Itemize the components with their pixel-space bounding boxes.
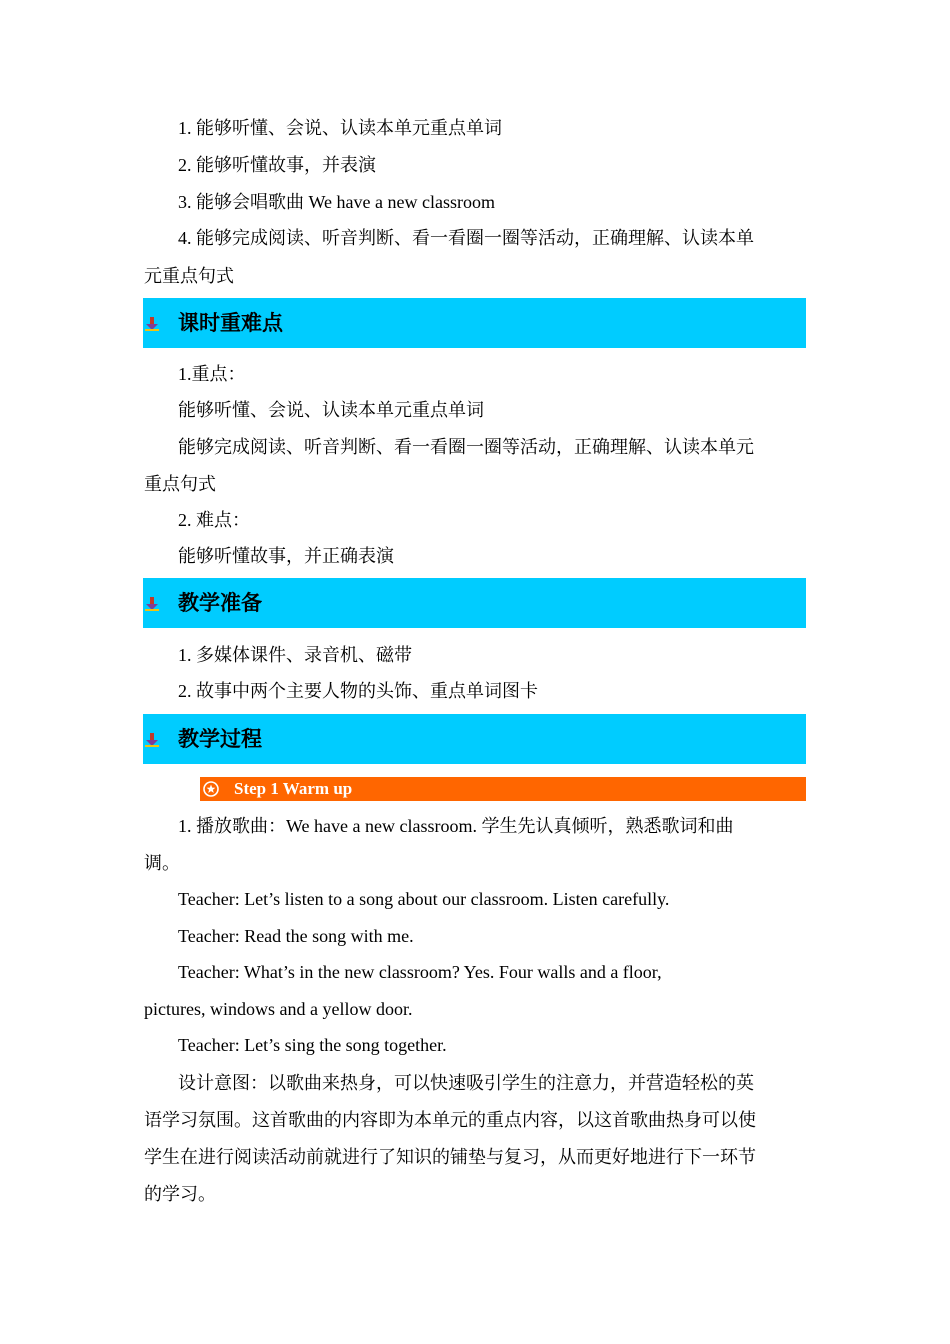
download-arrow-icon xyxy=(145,733,159,747)
objective-4: 4. 能够完成阅读、听音判断、看一看圈一圈等活动，正确理解、认读本单 xyxy=(178,228,754,248)
download-arrow-icon xyxy=(145,317,159,331)
section-title: 课时重难点 xyxy=(178,311,283,335)
objective-4-cont: 元重点句式 xyxy=(144,266,234,286)
process-line-5: Teacher: What’s in the new classroom? Yes. Four walls and a floor, xyxy=(178,962,662,982)
section-title: 教学准备 xyxy=(178,591,262,615)
process-line-2: 调。 xyxy=(144,853,180,873)
section-banner-process xyxy=(143,714,806,764)
section-title: 教学过程 xyxy=(178,727,262,751)
objective-1: 1. 能够听懂、会说、认读本单元重点单词 xyxy=(178,118,502,138)
objective-2: 2. 能够听懂故事，并表演 xyxy=(178,155,376,175)
process-line-7: Teacher: Let’s sing the song together. xyxy=(178,1035,447,1055)
key-line-1: 1.重点： xyxy=(178,364,246,384)
process-line-8: 设计意图：以歌曲来热身，可以快速吸引学生的注意力，并营造轻松的英 xyxy=(178,1073,754,1093)
process-line-1: 1. 播放歌曲：We have a new classroom. 学生先认真倾听，熟悉歌词和曲 xyxy=(178,816,734,836)
download-arrow-icon xyxy=(145,597,159,611)
step-bar xyxy=(200,777,806,801)
section-banner-key-points xyxy=(143,298,806,348)
section-banner-preparation xyxy=(143,578,806,628)
star-circle-icon xyxy=(203,781,219,797)
key-line-4: 重点句式 xyxy=(144,474,216,494)
prep-line-2: 2. 故事中两个主要人物的头饰、重点单词图卡 xyxy=(178,681,538,701)
process-line-4: Teacher: Read the song with me. xyxy=(178,926,414,946)
key-line-6: 能够听懂故事，并正确表演 xyxy=(178,546,394,566)
prep-line-1: 1. 多媒体课件、录音机、磁带 xyxy=(178,645,412,665)
process-line-9: 语学习氛围。这首歌曲的内容即为本单元的重点内容，以这首歌曲热身可以使 xyxy=(144,1110,756,1130)
step-label: Step 1 Warm up xyxy=(234,779,353,798)
objective-3: 3. 能够会唱歌曲 We have a new classroom xyxy=(178,192,495,212)
process-line-11: 的学习。 xyxy=(144,1184,216,1204)
key-line-5: 2. 难点： xyxy=(178,510,250,530)
process-line-3: Teacher: Let’s listen to a song about our classroom. Listen carefully. xyxy=(178,889,670,909)
key-line-2: 能够听懂、会说、认读本单元重点单词 xyxy=(178,400,484,420)
process-line-6: pictures, windows and a yellow door. xyxy=(144,999,413,1019)
process-line-10: 学生在进行阅读活动前就进行了知识的铺垫与复习，从而更好地进行下一环节 xyxy=(144,1147,756,1167)
key-line-3: 能够完成阅读、听音判断、看一看圈一圈等活动，正确理解、认读本单元 xyxy=(178,437,754,457)
